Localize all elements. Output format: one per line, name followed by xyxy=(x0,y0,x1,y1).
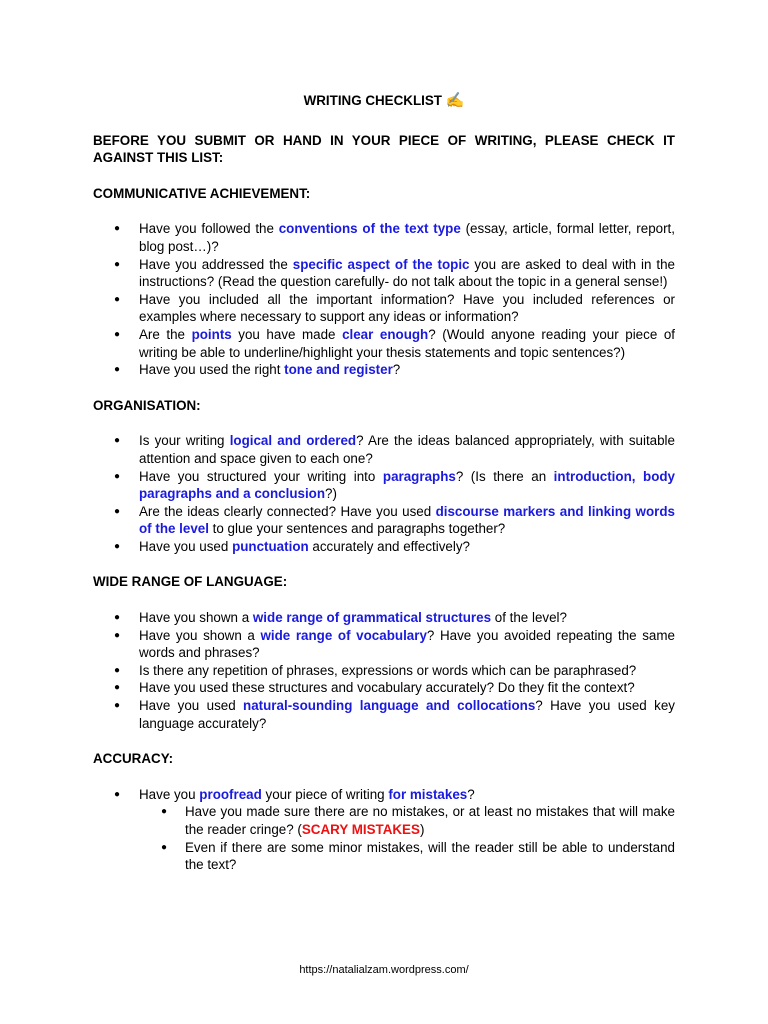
checklist-communicative xyxy=(93,220,675,378)
item-text: ? (Would anyone reading your piece of writing be able to underline/highlight your thesis statements and topic sentences?) xyxy=(139,326,675,360)
item-text: ? xyxy=(392,362,401,378)
item-text: Have you used xyxy=(139,698,244,714)
item-highlight: punctuation xyxy=(232,538,309,554)
checklist-language xyxy=(93,609,675,732)
item-text: Have you shown a xyxy=(139,627,261,643)
list-item xyxy=(93,326,675,361)
item-text: ? xyxy=(467,786,475,802)
item-highlight: specific aspect of the topic xyxy=(292,256,470,272)
list-item xyxy=(93,538,675,556)
list-item xyxy=(93,432,675,467)
section-heading-language: WIDE RANGE OF LANGUAGE: xyxy=(93,574,288,590)
sub-list-item xyxy=(139,803,675,838)
item-highlight: discourse markers and linking words of the level xyxy=(139,503,675,537)
item-text: Is there any repetition of phrases, expressions or words which can be paraphrased? xyxy=(139,662,637,678)
list-item xyxy=(93,786,675,874)
item-warning: SCARY MISTAKES xyxy=(301,822,420,837)
list-item xyxy=(93,291,675,326)
item-text: Even if there are some minor mistakes, will the reader still be able to understand the text? xyxy=(185,839,675,873)
item-text: ? Have you avoided repeating the same words and phrases? xyxy=(139,627,675,661)
item-text: Are the xyxy=(139,326,192,342)
item-text: Have you xyxy=(139,786,200,802)
item-text: (essay, article, formal letter, report, blog post…)? xyxy=(139,221,675,254)
checklist-accuracy xyxy=(93,786,675,874)
item-highlight: introduction, body paragraphs and a conclusion xyxy=(139,468,675,502)
item-highlight: wide range of grammatical structures xyxy=(252,610,492,626)
item-highlight: conventions of the text type xyxy=(278,221,461,237)
item-text: to glue your sentences and paragraphs together? xyxy=(208,521,506,537)
page-title xyxy=(93,92,675,110)
list-item xyxy=(93,627,675,662)
item-text: you have made xyxy=(231,326,343,342)
list-item xyxy=(93,697,675,732)
item-highlight: paragraphs xyxy=(382,468,456,484)
item-highlight: for mistakes xyxy=(388,786,468,802)
item-text: ? Have you used key language accurately? xyxy=(139,698,675,731)
item-text: Have you included all the important information? Have you included references or examples where necessary to support any ideas or information? xyxy=(139,291,675,325)
page-title-text: WRITING CHECKLIST xyxy=(303,93,442,108)
item-text: Is your writing xyxy=(139,433,230,449)
item-text: Have you structured your writing into xyxy=(139,468,383,484)
list-item xyxy=(93,503,675,538)
list-item xyxy=(93,256,675,291)
section-heading-communicative: COMMUNICATIVE ACHIEVEMENT: xyxy=(93,185,311,201)
checklist-accuracy-sublist xyxy=(139,803,675,873)
list-item xyxy=(93,679,675,697)
item-text: Are the ideas clearly connected? Have you used xyxy=(139,503,436,519)
intro-instruction: BEFORE YOU SUBMIT OR HAND IN YOUR PIECE OF WRITING, PLEASE CHECK IT AGAINST THIS LIST: xyxy=(93,132,675,166)
item-text: ? (Is there an xyxy=(455,468,554,484)
checklist-organisation xyxy=(93,432,675,555)
list-item xyxy=(93,361,675,379)
item-highlight: logical and ordered xyxy=(229,433,357,449)
item-text: your piece of writing xyxy=(261,786,389,802)
item-text: Have you followed the xyxy=(139,221,279,237)
item-highlight: proofread xyxy=(199,786,262,802)
pen-writing-icon: ✍ xyxy=(445,92,465,109)
item-highlight: tone and register xyxy=(284,362,393,378)
item-text: of the level? xyxy=(491,610,567,626)
item-text: ?) xyxy=(325,486,337,502)
item-text: ? Are the ideas balanced appropriately, with suitable attention and space given to each one? xyxy=(139,433,675,466)
item-text: accurately and effectively? xyxy=(308,538,470,554)
item-text: Have you used the right xyxy=(139,362,285,378)
item-highlight: wide range of vocabulary xyxy=(260,627,427,643)
item-highlight: natural-sounding language and collocations xyxy=(243,698,536,714)
document-page xyxy=(93,92,675,892)
list-item xyxy=(93,468,675,503)
section-heading-accuracy: ACCURACY: xyxy=(93,751,174,767)
item-text: Have you addressed the xyxy=(139,256,293,272)
item-text: Have you used these structures and vocabulary accurately? Do they fit the context? xyxy=(139,680,635,696)
item-text: Have you shown a xyxy=(139,610,253,626)
list-item xyxy=(93,609,675,627)
item-highlight: points xyxy=(191,326,232,342)
item-text: ) xyxy=(419,822,425,837)
list-item xyxy=(93,662,675,680)
item-text: Have you used xyxy=(139,538,233,554)
item-highlight: clear enough xyxy=(342,326,429,342)
list-item xyxy=(93,220,675,255)
section-heading-organisation: ORGANISATION: xyxy=(93,397,201,413)
footer-url: https://natalialzam.wordpress.com/ xyxy=(299,964,469,976)
sub-list-item xyxy=(139,839,675,874)
item-text: you are asked to deal with in the instructions? (Read the question carefully- do not talk about the topic in a general sense!) xyxy=(139,256,675,290)
item-text: Have you made sure there are no mistakes, or at least no mistakes that will make the reader cringe? ( xyxy=(185,804,675,837)
